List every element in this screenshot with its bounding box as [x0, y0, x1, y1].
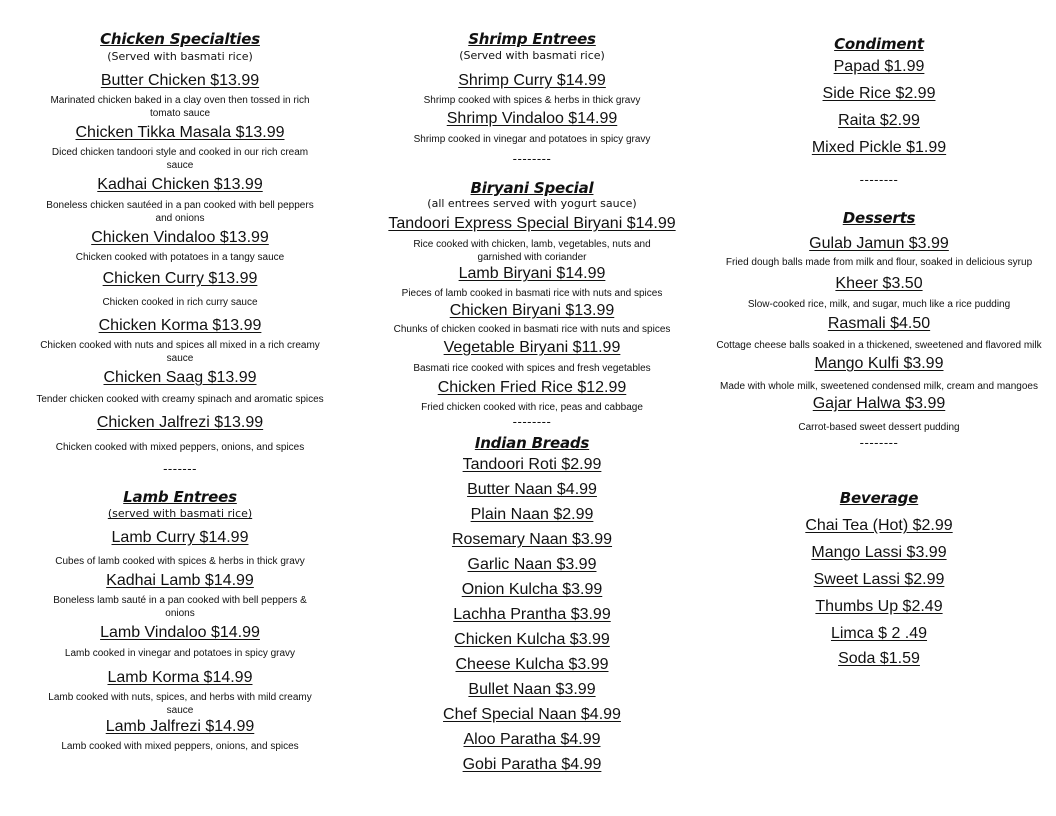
- menu-item-desc: Cubes of lamb cooked with spices & herbs in thick gravy: [55, 556, 305, 567]
- menu-item-desc: Lamb cooked with nuts, spices, and herbs with mild creamy sauce: [48, 692, 312, 716]
- menu-item: Garlic Naan $3.99: [467, 556, 597, 573]
- menu-item: Lamb Korma $14.99: [107, 669, 253, 686]
- menu-item: Butter Naan $4.99: [467, 481, 597, 498]
- menu-item-desc: Shrimp cooked with spices & herbs in thick gravy: [423, 95, 641, 106]
- section-subtitle: (all entrees served with yogurt sauce): [427, 197, 637, 210]
- menu-item-desc: Basmati rice cooked with spices and fresh vegetables: [413, 363, 651, 374]
- menu-column-1: [8, 0, 352, 816]
- menu-item: Bullet Naan $3.99: [468, 681, 596, 698]
- menu-item: Rasmali $4.50: [827, 315, 931, 332]
- menu-item: Tandoori Express Special Biryani $14.99: [388, 215, 676, 232]
- menu-column-2: [370, 0, 694, 816]
- separator: -------: [163, 461, 197, 476]
- menu-item: Rosemary Naan $3.99: [451, 531, 613, 548]
- section-title-beverage: Beverage: [839, 489, 919, 507]
- menu-item-desc: Boneless chicken sautéed in a pan cooked with bell peppers and onions: [46, 200, 314, 224]
- menu-item: Kadhai Chicken $13.99: [97, 176, 263, 193]
- menu-item: Vegetable Biryani $11.99: [443, 339, 621, 356]
- menu-item: Soda $1.59: [838, 650, 920, 667]
- menu-item: Chicken Jalfrezi $13.99: [96, 414, 264, 431]
- menu-item: Mango Lassi $3.99: [811, 544, 947, 561]
- menu-item: Chicken Curry $13.99: [102, 270, 258, 287]
- menu-item-desc: Chicken cooked with nuts and spices all mixed in a rich creamy sauce: [40, 340, 320, 364]
- menu-item: Limca $ 2 .49: [830, 625, 928, 642]
- menu-item: Lamb Jalfrezi $14.99: [105, 718, 255, 735]
- section-title-chicken-specialties: Chicken Specialties: [100, 30, 260, 48]
- menu-item: Raita $2.99: [838, 112, 920, 129]
- menu-item-desc: Chunks of chicken cooked in basmati rice with nuts and spices: [393, 324, 671, 335]
- menu-item-desc: Lamb cooked with mixed peppers, onions, and spices: [61, 741, 299, 752]
- menu-item: Butter Chicken $13.99: [100, 72, 260, 89]
- menu-item: Shrimp Vindaloo $14.99: [446, 110, 618, 127]
- menu-item: Chicken Saag $13.99: [103, 369, 257, 386]
- menu-item: Sweet Lassi $2.99: [813, 571, 945, 588]
- menu-item: Chicken Korma $13.99: [98, 317, 262, 334]
- menu-item: Thumbs Up $2.49: [815, 598, 943, 615]
- menu-item-desc: Shrimp cooked in vinegar and potatoes in spicy gravy: [413, 134, 651, 145]
- menu-item-desc: Boneless lamb sauté in a pan cooked with bell peppers & onions: [53, 595, 307, 619]
- separator: --------: [859, 172, 899, 187]
- menu-item: Cheese Kulcha $3.99: [455, 656, 609, 673]
- menu-item: Side Rice $2.99: [822, 85, 936, 102]
- menu-item: Tandoori Roti $2.99: [462, 456, 602, 473]
- menu-item-desc: Rice cooked with chicken, lamb, vegetables, nuts and garnished with coriander: [413, 239, 651, 263]
- menu-item: Onion Kulcha $3.99: [461, 581, 603, 598]
- menu-item-desc: Carrot-based sweet dessert pudding: [798, 422, 960, 433]
- menu-item: Lamb Curry $14.99: [111, 529, 249, 546]
- section-subtitle: (Served with basmati rice): [107, 50, 253, 63]
- separator: --------: [859, 435, 899, 450]
- menu-item: Lamb Biryani $14.99: [458, 265, 606, 282]
- menu-item: Chicken Kulcha $3.99: [454, 631, 610, 648]
- section-title-biryani-special: Biryani Special: [470, 179, 594, 197]
- menu-item-desc: Cottage cheese balls soaked in a thickened, sweetened and flavored milk: [716, 340, 1042, 351]
- menu-item: Lachha Prantha $3.99: [453, 606, 611, 623]
- menu-item-desc: Chicken cooked with mixed peppers, onions, and spices: [55, 442, 305, 453]
- menu-item: Plain Naan $2.99: [470, 506, 594, 523]
- menu-item: Gobi Paratha $4.99: [462, 756, 602, 773]
- section-subtitle: (Served with basmati rice): [459, 49, 605, 62]
- menu-item-desc: Slow-cooked rice, milk, and sugar, much like a rice pudding: [747, 299, 1011, 310]
- menu-item: Shrimp Curry $14.99: [458, 72, 606, 89]
- menu-item: Gulab Jamun $3.99: [809, 235, 949, 252]
- menu-item-desc: Chicken cooked in rich curry sauce: [102, 297, 258, 308]
- menu-column-3: [704, 0, 1054, 816]
- menu-item: Chai Tea (Hot) $2.99: [805, 517, 953, 534]
- menu-item: Mixed Pickle $1.99: [811, 139, 947, 156]
- menu-item-desc: Made with whole milk, sweetened condensed milk, cream and mangoes: [720, 381, 1038, 392]
- separator: --------: [512, 151, 552, 166]
- menu-item-desc: Lamb cooked in vinegar and potatoes in spicy gravy: [64, 648, 296, 659]
- menu-item: Chicken Biryani $13.99: [449, 302, 615, 319]
- menu-item-desc: Fried dough balls made from milk and flour, soaked in delicious syrup: [725, 257, 1033, 268]
- section-title-condiment: Condiment: [834, 35, 924, 53]
- menu-item: Kheer $3.50: [835, 275, 923, 292]
- menu-item: Chicken Vindaloo $13.99: [91, 229, 269, 246]
- section-subtitle: (served with basmati rice): [107, 507, 253, 520]
- menu-item: Gajar Halwa $3.99: [812, 395, 946, 412]
- section-title-lamb-entrees: Lamb Entrees: [123, 488, 237, 506]
- menu-item: Kadhai Lamb $14.99: [106, 572, 254, 589]
- menu-item: Chef Special Naan $4.99: [443, 706, 621, 723]
- menu-item-desc: Diced chicken tandoori style and cooked in our rich cream sauce: [51, 147, 309, 171]
- menu-item: Papad $1.99: [833, 58, 925, 75]
- menu-item: Mango Kulfi $3.99: [814, 355, 944, 372]
- section-title-desserts: Desserts: [842, 209, 916, 227]
- section-title-indian-breads: Indian Breads: [474, 434, 590, 452]
- section-title-shrimp-entrees: Shrimp Entrees: [468, 30, 596, 48]
- menu-item-desc: Pieces of lamb cooked in basmati rice with nuts and spices: [401, 288, 663, 299]
- menu-item-desc: Marinated chicken baked in a clay oven then tossed in rich tomato sauce: [50, 95, 310, 119]
- menu-item-desc: Fried chicken cooked with rice, peas and cabbage: [421, 402, 643, 413]
- menu-item: Aloo Paratha $4.99: [463, 731, 601, 748]
- menu-item-desc: Tender chicken cooked with creamy spinach and aromatic spices: [36, 394, 324, 405]
- menu-item: Chicken Fried Rice $12.99: [437, 379, 627, 396]
- menu-item: Lamb Vindaloo $14.99: [100, 624, 260, 641]
- menu-item-desc: Chicken cooked with potatoes in a tangy sauce: [75, 252, 285, 263]
- separator: --------: [512, 414, 552, 429]
- menu-item: Chicken Tikka Masala $13.99: [75, 124, 285, 141]
